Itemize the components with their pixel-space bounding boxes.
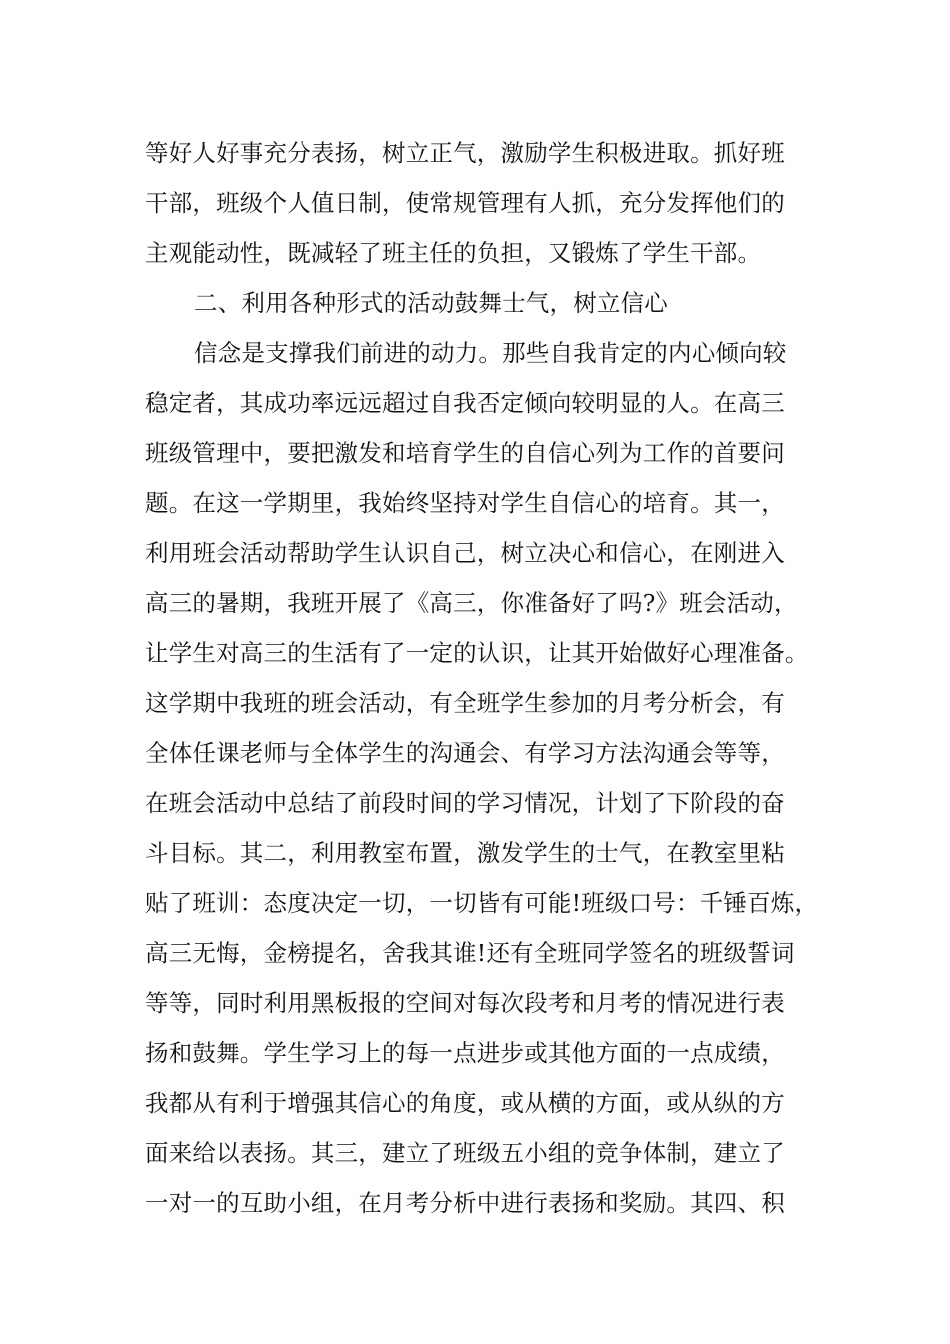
section-heading: 二、利用各种形式的活动鼓舞士气，树立信心	[194, 289, 668, 317]
text-line: 高三的暑期，我班开展了《高三，你准备好了吗?》班会活动，	[145, 589, 798, 617]
text-line: 稳定者，其成功率远远超过自我否定倾向较明显的人。在高三	[145, 389, 785, 417]
text-line: 贴了班训：态度决定一切，一切皆有可能!班级口号：千锤百炼，	[145, 889, 819, 917]
text-line: 扬和鼓舞。学生学习上的每一点进步或其他方面的一点成绩，	[145, 1039, 785, 1067]
text-line: 高三无悔，金榜提名，舍我其谁!还有全班同学签名的班级誓词	[145, 939, 795, 967]
text-line: 斗目标。其二，利用教室布置，激发学生的士气，在教室里粘	[145, 839, 785, 867]
text-line: 主观能动性，既减轻了班主任的负担，又锻炼了学生干部。	[145, 239, 762, 267]
text-line: 信念是支撑我们前进的动力。那些自我肯定的内心倾向较	[194, 339, 787, 367]
text-line: 我都从有利于增强其信心的角度，或从横的方面，或从纵的方	[145, 1089, 785, 1117]
text-line: 班级管理中，要把激发和培育学生的自信心列为工作的首要问	[145, 439, 785, 467]
text-line: 等等，同时利用黑板报的空间对每次段考和月考的情况进行表	[145, 989, 785, 1017]
text-line: 等好人好事充分表扬，树立正气，激励学生积极进取。抓好班	[145, 139, 785, 167]
text-line: 全体任课老师与全体学生的沟通会、有学习方法沟通会等等，	[145, 739, 785, 767]
text-line: 让学生对高三的生活有了一定的认识，让其开始做好心理准备。	[145, 639, 809, 667]
text-line: 在班会活动中总结了前段时间的学习情况，计划了下阶段的奋	[145, 789, 785, 817]
text-line: 一对一的互助小组，在月考分析中进行表扬和奖励。其四、积	[145, 1189, 785, 1217]
body-text	[145, 128, 845, 1228]
text-line: 题。在这一学期里，我始终坚持对学生自信心的培育。其一，	[145, 489, 785, 517]
text-line: 面来给以表扬。其三，建立了班级五小组的竞争体制，建立了	[145, 1139, 785, 1167]
text-line: 利用班会活动帮助学生认识自己，树立决心和信心，在刚进入	[145, 539, 785, 567]
text-line: 这学期中我班的班会活动，有全班学生参加的月考分析会，有	[145, 689, 785, 717]
text-line: 干部，班级个人值日制，使常规管理有人抓，充分发挥他们的	[145, 189, 785, 217]
